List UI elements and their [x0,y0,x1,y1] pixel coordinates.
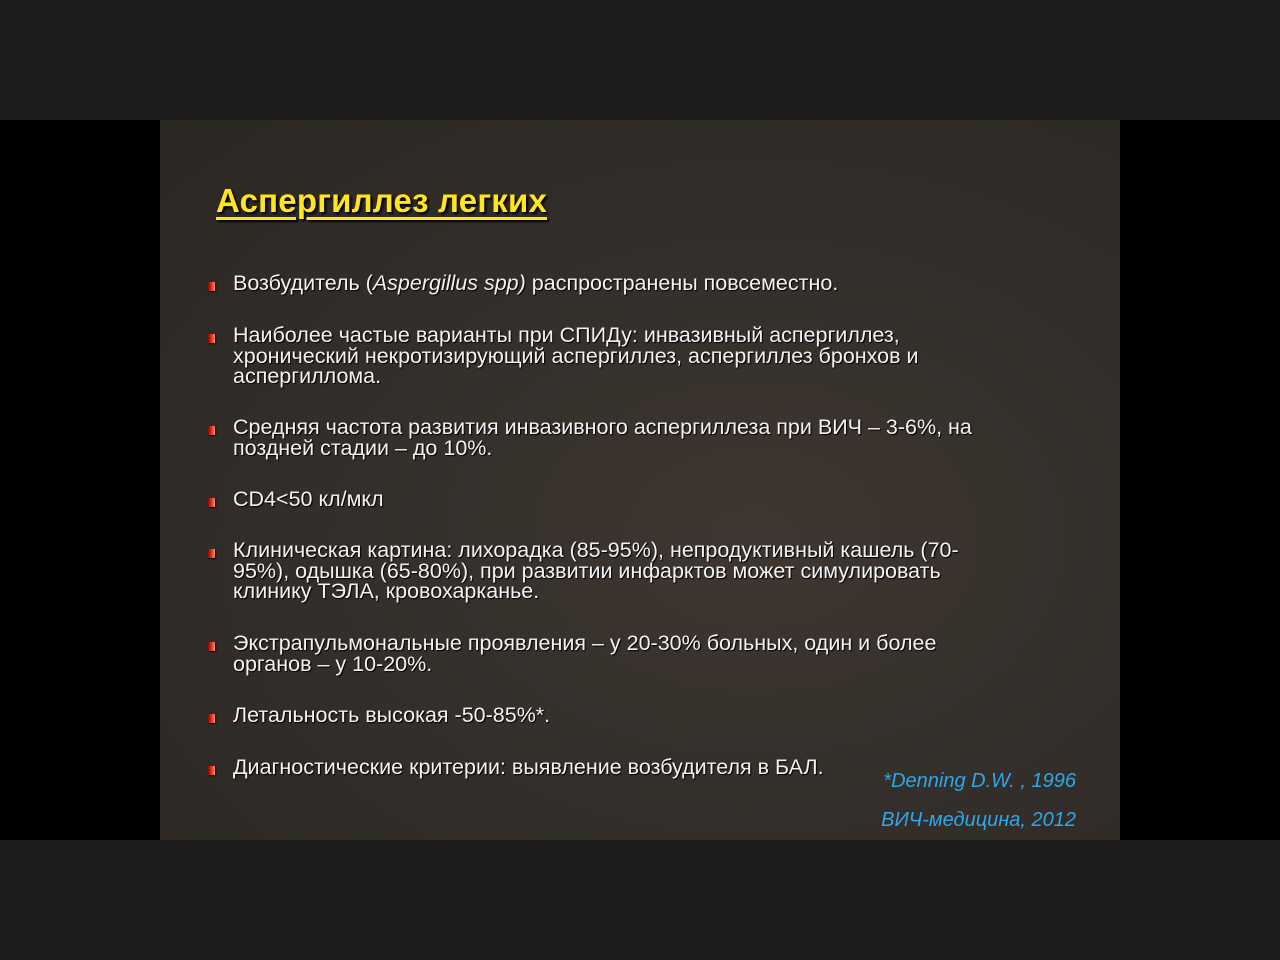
citation-denning: *Denning D.W. , 1996 [883,770,1076,792]
bullet-text: Клиническая картина: лихорадка (85-95%), непродуктивный кашель (70- 95%), одышка (65-80%), при развитии инфарктов может симулировать клинику ТЭЛА, кровохарканье. [233,538,959,603]
bullet-text: Летальность высокая -50-85%*. [233,703,551,727]
bullet-item [208,273,1068,294]
bullet-item [208,633,1068,674]
red-square-bullet-icon [208,766,215,775]
bullet-item [208,325,1068,387]
bullet-text-pre: Возбудитель ( [233,271,373,295]
bullet-item [208,417,1068,458]
bullet-text: Средняя частота развития инвазивного аспергиллеза при ВИЧ – 3-6%, на поздней стадии – до 10%. [233,415,972,460]
bullet-text-post: распространены повсеместно. [525,271,839,295]
red-square-bullet-icon [208,714,215,723]
red-square-bullet-icon [208,282,215,291]
red-square-bullet-icon [208,549,215,558]
bullet-item [208,489,1068,510]
red-square-bullet-icon [208,334,215,343]
bullet-text [233,273,838,294]
bullet-item [208,705,1068,726]
bullet-text: Экстрапульмональные проявления – у 20-30% больных, один и более органов – у 10-20%. [233,631,937,676]
bullet-text: CD4<50 кл/мкл [233,487,384,511]
bullet-text-italic: Aspergillus spp) [372,271,526,295]
red-square-bullet-icon [208,498,215,507]
citation-hiv-medicine: ВИЧ-медицина, 2012 [881,809,1076,831]
red-square-bullet-icon [208,642,215,651]
slide-title: Аспергиллез легких [216,182,548,219]
bullet-item [208,540,1068,602]
red-square-bullet-icon [208,426,215,435]
bullet-text: Наиболее частые варианты при СПИДу: инвазивный аспергиллез, хронический некротизирующий аспергиллез, аспергиллез бронхов и аспергиллома. [233,323,919,388]
presentation-slide [160,120,1120,840]
bullet-text: Диагностические критерии: выявление возбудителя в БАЛ. [233,755,824,779]
